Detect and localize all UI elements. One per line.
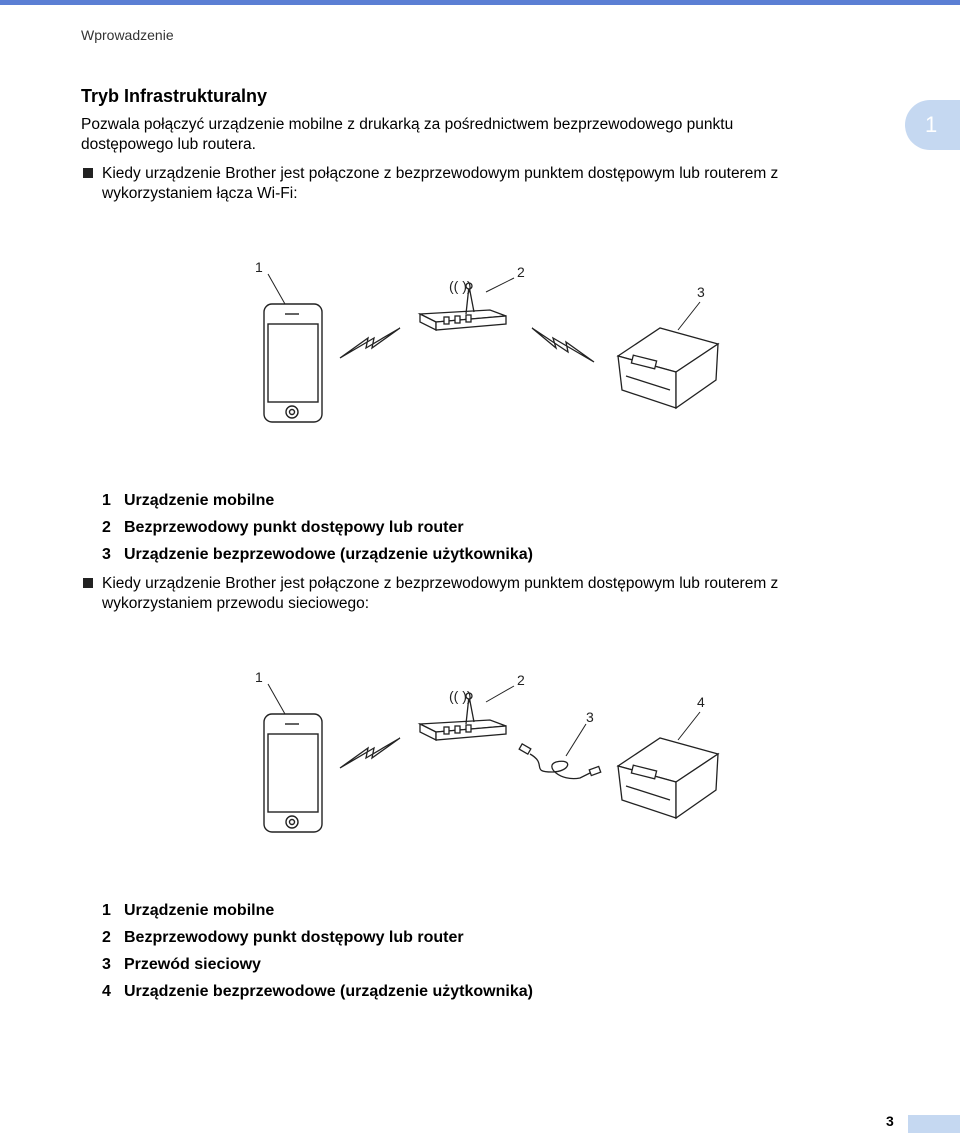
network-cable-icon — [519, 744, 601, 779]
wireless-bolt-icon — [340, 328, 400, 358]
bullet-wired-text: Kiedy urządzenie Brother jest połączone z bezprzewodowym punktem dostępowym lub routerem z wykorzystaniem przewodu sieciowego: — [102, 575, 779, 612]
legend-item: 1 Urządzenie mobilne — [102, 902, 275, 919]
chapter-number: 1 — [925, 112, 938, 137]
legend-wifi — [102, 487, 533, 568]
callout-line-1 — [268, 274, 285, 304]
smartphone-icon — [264, 714, 322, 832]
legend-item: 1 Urządzenie mobilne — [102, 492, 275, 509]
page-number: 3 — [886, 1113, 894, 1129]
callout-4: 4 — [697, 694, 705, 710]
callout-1: 1 — [255, 669, 263, 685]
section-title: Tryb Infrastrukturalny — [81, 86, 268, 106]
bullet-wired — [81, 574, 881, 614]
wifi-signal-icon: (( )) — [449, 688, 472, 704]
diagram-wired — [0, 660, 960, 840]
chapter-tab — [905, 100, 960, 150]
intro-paragraph: Pozwala połączyć urządzenie mobilne z drukarką za pośrednictwem bezprzewodowego punktu dostępowego lub routera. — [81, 116, 734, 153]
bullet-square-icon — [83, 578, 93, 588]
legend-item: 2 Bezprzewodowy punkt dostępowy lub router — [102, 929, 464, 946]
callout-1: 1 — [255, 259, 263, 275]
legend-item: 3 Urządzenie bezprzewodowe (urządzenie użytkownika) — [102, 546, 533, 563]
legend-item: 4 Urządzenie bezprzewodowe (urządzenie użytkownika) — [102, 983, 533, 1000]
top-rule — [0, 0, 960, 5]
callout-3: 3 — [697, 284, 705, 300]
callout-line-3 — [678, 302, 700, 330]
legend-item: 3 Przewód sieciowy — [102, 956, 261, 973]
legend-item: 2 Bezprzewodowy punkt dostępowy lub router — [102, 519, 464, 536]
wireless-bolt-icon — [340, 738, 400, 768]
bullet-wifi — [81, 164, 881, 204]
callout-line-3 — [566, 724, 586, 756]
callout-line-2 — [486, 278, 514, 292]
callout-line-1 — [268, 684, 285, 714]
bullet-square-icon — [83, 168, 93, 178]
wireless-bolt-icon — [532, 328, 594, 362]
printer-icon — [618, 328, 718, 408]
callout-2: 2 — [517, 264, 525, 280]
bullet-wifi-text: Kiedy urządzenie Brother jest połączone z bezprzewodowym punktem dostępowym lub routerem z wykorzystaniem łącza Wi-Fi: — [102, 165, 779, 202]
callout-2: 2 — [517, 672, 525, 688]
running-header: Wprowadzenie — [81, 27, 174, 43]
smartphone-icon — [264, 304, 322, 422]
callout-line-4 — [678, 712, 700, 740]
callout-line-2 — [486, 686, 514, 702]
footer-tab — [908, 1115, 960, 1133]
callout-3: 3 — [586, 709, 594, 725]
diagram-wifi — [0, 250, 960, 430]
legend-wired — [102, 897, 533, 1005]
wifi-signal-icon: (( )) — [449, 278, 472, 294]
printer-icon — [618, 738, 718, 818]
